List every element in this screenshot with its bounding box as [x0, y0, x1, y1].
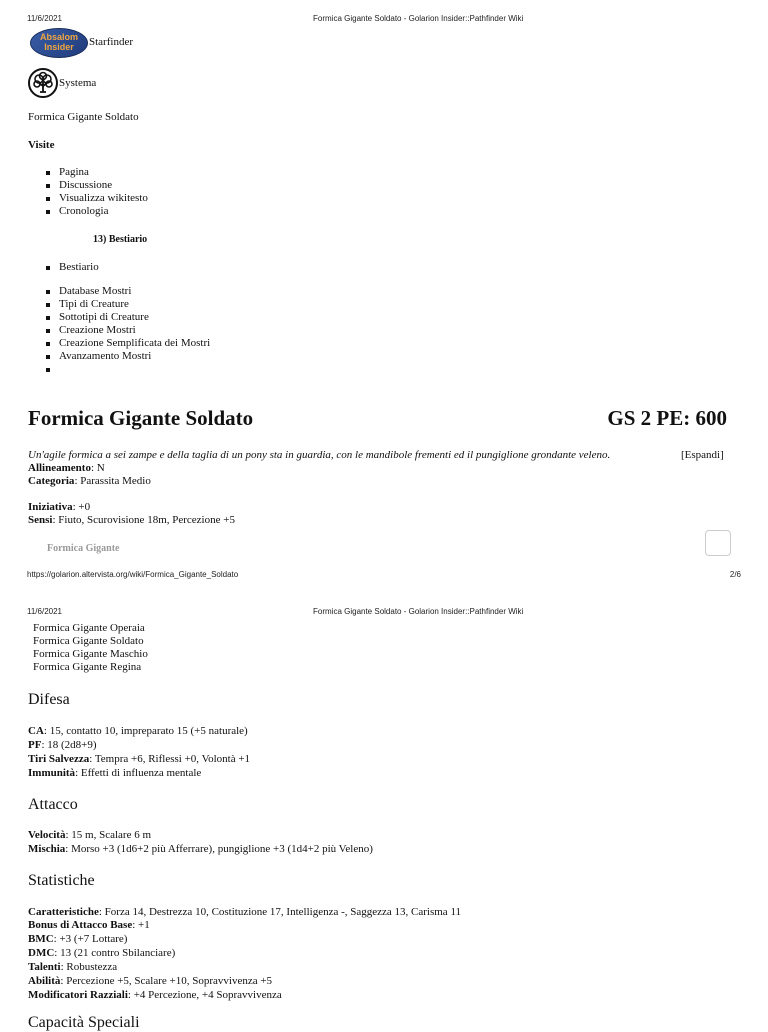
logo-text-line2: Insider	[44, 42, 74, 52]
category-value: : Parassita Medio	[74, 475, 151, 487]
ac-value: : 15, contatto 10, impreparato 15 (+5 naturale)	[43, 725, 248, 737]
abilities-value: : Forza 14, Destrezza 10, Costituzione 17, Intelligenza -, Saggezza 13, Carisma 11	[98, 906, 462, 918]
cmd-line	[28, 947, 175, 960]
ac-label: CA	[28, 725, 44, 737]
creature-title: Formica Gigante Soldato	[28, 406, 254, 430]
speed-line	[28, 829, 151, 842]
speed-label: Velocità	[28, 829, 66, 841]
variant-worker-link[interactable]: Formica Gigante Operaia	[33, 622, 145, 634]
print-date: 11/6/2021	[27, 14, 62, 23]
saves-value: : Tempra +6, Riflessi +0, Volontà +1	[89, 753, 251, 765]
speed-value: : 15 m, Scalare 6 m	[65, 829, 152, 841]
print-page-number: 2/6	[729, 570, 741, 579]
logo-text-line1: Absalom	[39, 32, 78, 42]
melee-value: : Morso +3 (1d6+2 più Afferrare), pungiglione +3 (1d4+2 più Veleno)	[65, 843, 373, 855]
racial-label: Modificatori Razziali	[28, 989, 128, 1001]
views-list	[28, 166, 148, 218]
view-tab-history[interactable]: Cronologia	[28, 205, 148, 218]
variant-queen-link[interactable]: Formica Gigante Regina	[33, 661, 142, 673]
print-title: Formica Gigante Soldato - Golarion Insider::Pathfinder Wiki	[313, 14, 524, 23]
nav-monster-creation[interactable]: Creazione Mostri	[28, 324, 210, 337]
racial-value: : +4 Percezione, +4 Sopravvivenza	[127, 989, 282, 1001]
saves-label: Tiri Salvezza	[28, 753, 90, 765]
print-title-2: Formica Gigante Soldato - Golarion Insider::Pathfinder Wiki	[313, 607, 524, 616]
category-line	[28, 475, 151, 488]
feats-line	[28, 961, 117, 974]
hp-value: : 18 (2d8+9)	[41, 739, 97, 751]
feats-label: Talenti	[28, 961, 61, 973]
view-tab-page[interactable]: Pagina	[28, 166, 148, 179]
breadcrumb: Formica Gigante Soldato	[28, 111, 139, 123]
initiative-label: Iniziativa	[28, 501, 73, 513]
skills-line	[28, 975, 272, 988]
skills-value: : Percezione +5, Scalare +10, Sopravvivenza +5	[60, 975, 273, 987]
view-tab-discussion[interactable]: Discussione	[28, 179, 148, 192]
hp-label: PF	[28, 739, 42, 751]
absalom-insider-logo[interactable]	[30, 28, 88, 58]
alignment-line	[28, 462, 105, 475]
senses-label: Sensi	[28, 514, 53, 526]
saves-line	[28, 753, 250, 766]
systema-link[interactable]: Systema	[59, 77, 97, 89]
view-tab-source[interactable]: Visualizza wikitesto	[28, 192, 148, 205]
nav-bestiary[interactable]: Bestiario	[28, 261, 99, 274]
defense-heading: Difesa	[28, 691, 70, 708]
section-heading: 13) Bestiario	[93, 234, 148, 245]
cmd-label: DMC	[28, 947, 55, 959]
creature-description: Un'agile formica a sei zampe e della taglia di un pony sta in guardia, con le mandibole frementi ed il pungiglione grondante veleno.	[28, 449, 611, 461]
attack-heading: Attacco	[28, 796, 78, 813]
print-url: https://golarion.altervista.org/wiki/Formica_Gigante_Soldato	[27, 570, 239, 579]
melee-line	[28, 843, 373, 856]
variant-soldier-link[interactable]: Formica Gigante Soldato	[33, 635, 144, 647]
immune-value: : Effetti di influenza mentale	[75, 767, 202, 779]
nav-creature-types[interactable]: Tipi di Creature	[28, 298, 210, 311]
nav-simplified-creation[interactable]: Creazione Semplificata dei Mostri	[28, 337, 210, 350]
cmb-label: BMC	[28, 933, 54, 945]
cmb-value: : +3 (+7 Lottare)	[53, 933, 128, 945]
expand-link[interactable]: [Espandi]	[681, 449, 724, 461]
senses-value: : Fiuto, Scurovisione 18m, Percezione +5	[52, 514, 235, 526]
cmd-value: : 13 (21 contro Sbilanciare)	[54, 947, 176, 959]
ac-line	[28, 725, 248, 738]
nav-empty-item[interactable]	[28, 363, 210, 376]
cmb-line	[28, 933, 127, 946]
group-title: Formica Gigante	[47, 543, 120, 554]
feats-value: : Robustezza	[60, 961, 118, 973]
immune-label: Immunità	[28, 767, 76, 779]
bestiary-links	[28, 285, 210, 376]
starfinder-link[interactable]: Starfinder	[89, 36, 133, 48]
nav-monster-database[interactable]: Database Mostri	[28, 285, 210, 298]
racial-line	[28, 989, 282, 1002]
abilities-label: Caratteristiche	[28, 906, 99, 918]
senses-line	[28, 514, 235, 527]
bab-value: : +1	[132, 919, 150, 931]
alignment-value: : N	[90, 462, 105, 474]
creature-cr: GS 2 PE: 600	[607, 406, 727, 430]
category-label: Categoria	[28, 475, 75, 487]
collapse-toggle-button[interactable]	[705, 530, 731, 556]
immune-line	[28, 767, 201, 780]
melee-label: Mischia	[28, 843, 66, 855]
abilities-line	[28, 906, 461, 919]
bab-line	[28, 919, 150, 932]
initiative-line	[28, 501, 90, 514]
bestiary-list	[28, 261, 99, 274]
nav-creature-subtypes[interactable]: Sottotipi di Creature	[28, 311, 210, 324]
special-abilities-heading: Capacità Speciali	[28, 1014, 140, 1031]
print-date-2: 11/6/2021	[27, 607, 62, 616]
bab-label: Bonus di Attacco Base	[28, 919, 133, 931]
variant-male-link[interactable]: Formica Gigante Maschio	[33, 648, 148, 660]
alignment-label: Allineamento	[28, 462, 91, 474]
tree-icon-svg	[30, 70, 56, 96]
hp-line	[28, 739, 97, 752]
views-heading: Visite	[28, 139, 55, 151]
initiative-value: : +0	[72, 501, 91, 513]
nav-monster-advancement[interactable]: Avanzamento Mostri	[28, 350, 210, 363]
skills-label: Abilità	[28, 975, 61, 987]
stats-heading: Statistiche	[28, 872, 95, 889]
tree-icon[interactable]	[28, 68, 58, 98]
